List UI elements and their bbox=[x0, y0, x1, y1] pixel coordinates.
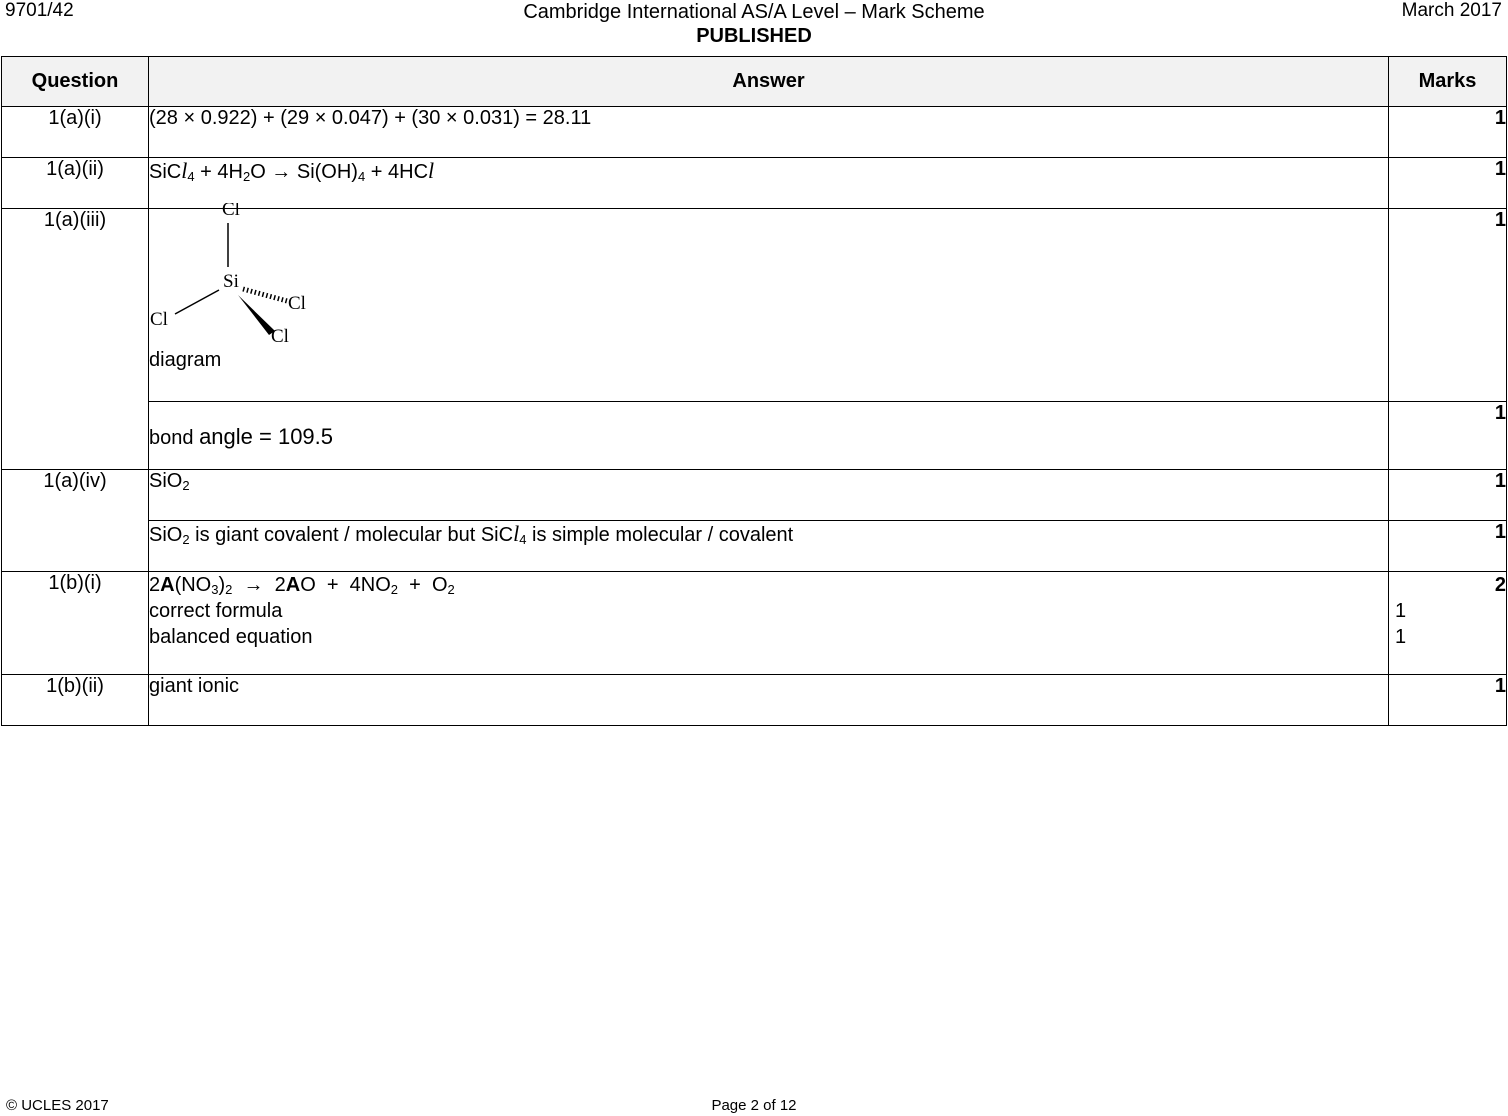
question-number: 1(a)(iii) bbox=[2, 209, 149, 470]
subscript: 4 bbox=[187, 169, 195, 184]
table-row bbox=[2, 158, 1507, 209]
equation-line bbox=[149, 572, 1388, 598]
marking-point: correct formula bbox=[149, 600, 283, 622]
answer-text: (28 bbox=[149, 107, 184, 129]
table-row bbox=[2, 572, 1507, 675]
chlorine-symbol: l bbox=[181, 158, 188, 183]
table-row bbox=[2, 470, 1507, 521]
marks-value: 1 bbox=[1389, 158, 1507, 209]
diagram-label: diagram bbox=[149, 349, 222, 371]
answer-text: 2 bbox=[149, 574, 161, 596]
subscript: 2 bbox=[447, 582, 455, 597]
answer-text: + 4HC bbox=[365, 161, 429, 183]
question-number: 1(a)(ii) bbox=[2, 158, 149, 209]
answer-text: SiO bbox=[149, 524, 183, 546]
question-number: 1(a)(iv) bbox=[2, 470, 149, 572]
answer-cell: giant ionic bbox=[149, 675, 1389, 726]
answer-cell bbox=[149, 203, 1389, 402]
multiply-sign: × bbox=[183, 107, 196, 129]
chlorine-atom-right: Cl bbox=[288, 293, 306, 314]
mark-scheme-table bbox=[1, 56, 1507, 726]
published-label: PUBLISHED bbox=[696, 25, 812, 47]
answer-text: (NO bbox=[174, 574, 212, 596]
table-row bbox=[2, 521, 1507, 572]
document-title: Cambridge International AS/A Level – Mark Scheme bbox=[523, 1, 985, 23]
answer-text: 0.031) = 28.11 bbox=[457, 107, 592, 129]
single-bond-left bbox=[175, 290, 219, 314]
subscript: 2 bbox=[242, 169, 251, 184]
tetrahedral-structure-diagram bbox=[145, 203, 335, 349]
chlorine-atom-top: Cl bbox=[222, 203, 240, 220]
question-column-header: Question bbox=[2, 57, 149, 107]
marks-cell bbox=[1389, 572, 1507, 675]
subscript: 2 bbox=[182, 532, 190, 547]
question-number: 1(a)(i) bbox=[2, 107, 149, 158]
answer-text: + 4H bbox=[194, 161, 243, 183]
answer-cell bbox=[149, 107, 1389, 158]
answer-text: SiO bbox=[149, 470, 183, 492]
subscript: 4 bbox=[357, 169, 366, 184]
marks-breakdown: 1 bbox=[1395, 600, 1407, 622]
question-number: 1(b)(ii) bbox=[2, 675, 149, 726]
subscript: 4 bbox=[519, 532, 527, 547]
table-row bbox=[2, 675, 1507, 726]
marks-breakdown: 1 bbox=[1395, 626, 1407, 648]
solid-wedge-bond bbox=[238, 295, 275, 335]
marks-value: 1 bbox=[1389, 521, 1507, 572]
answer-text: O + 4NO bbox=[300, 574, 391, 596]
page-number: Page 2 of 12 bbox=[711, 1097, 797, 1114]
subscript: 2 bbox=[390, 582, 399, 597]
marks-value: 2 bbox=[1494, 574, 1506, 596]
answer-text: ) bbox=[218, 574, 226, 596]
table-header-row bbox=[2, 57, 1507, 107]
answer-text: is simple molecular / covalent bbox=[526, 524, 794, 546]
metal-symbol: A bbox=[160, 574, 175, 596]
marks-value: 1 bbox=[1389, 470, 1507, 521]
chlorine-atom-bottom: Cl bbox=[271, 326, 289, 347]
marks-value: 1 bbox=[1389, 107, 1507, 158]
multiply-sign: × bbox=[314, 107, 327, 129]
page-header bbox=[0, 0, 1508, 56]
silicon-atom: Si bbox=[223, 271, 239, 292]
chlorine-atom-left: Cl bbox=[150, 309, 168, 330]
table-row bbox=[2, 107, 1507, 158]
answer-text: → 2 bbox=[232, 574, 286, 596]
subscript: 2 bbox=[182, 478, 190, 493]
table-row bbox=[2, 402, 1507, 470]
answer-cell bbox=[149, 572, 1389, 675]
metal-symbol: A bbox=[285, 574, 301, 596]
bond-angle-value: angle = 109.5 bbox=[199, 424, 334, 449]
answer-text: + O bbox=[398, 574, 448, 596]
subscript: 3 bbox=[211, 582, 219, 597]
answer-text: 0.047) + (30 bbox=[326, 107, 446, 129]
answer-cell bbox=[149, 470, 1389, 521]
chlorine-symbol: l bbox=[428, 158, 435, 183]
subscript: 2 bbox=[225, 582, 233, 597]
answer-text: O → Si(OH) bbox=[250, 161, 358, 183]
exam-date: March 2017 bbox=[1401, 0, 1502, 21]
multiply-sign: × bbox=[445, 107, 458, 129]
answer-text: 0.922) + (29 bbox=[195, 107, 315, 129]
table-row bbox=[2, 209, 1507, 402]
copyright-notice: © UCLES 2017 bbox=[6, 1097, 109, 1114]
chlorine-symbol: l bbox=[513, 521, 520, 546]
marks-value: 1 bbox=[1389, 675, 1507, 726]
marks-value: 1 bbox=[1389, 209, 1507, 402]
answer-cell bbox=[149, 521, 1389, 572]
answer-text: SiC bbox=[149, 161, 182, 183]
answer-text: bond bbox=[149, 427, 200, 449]
answer-cell bbox=[149, 402, 1389, 470]
answer-cell bbox=[149, 158, 1389, 209]
marks-column-header: Marks bbox=[1389, 57, 1507, 107]
marks-value: 1 bbox=[1389, 402, 1507, 470]
hashed-wedge-bond bbox=[243, 289, 287, 301]
question-number: 1(b)(i) bbox=[2, 572, 149, 675]
answer-column-header: Answer bbox=[149, 57, 1389, 107]
paper-code: 9701/42 bbox=[5, 0, 74, 21]
answer-text: is giant covalent / molecular but SiC bbox=[189, 524, 514, 546]
marking-point: balanced equation bbox=[149, 626, 313, 648]
header-title-block bbox=[0, 0, 1508, 48]
